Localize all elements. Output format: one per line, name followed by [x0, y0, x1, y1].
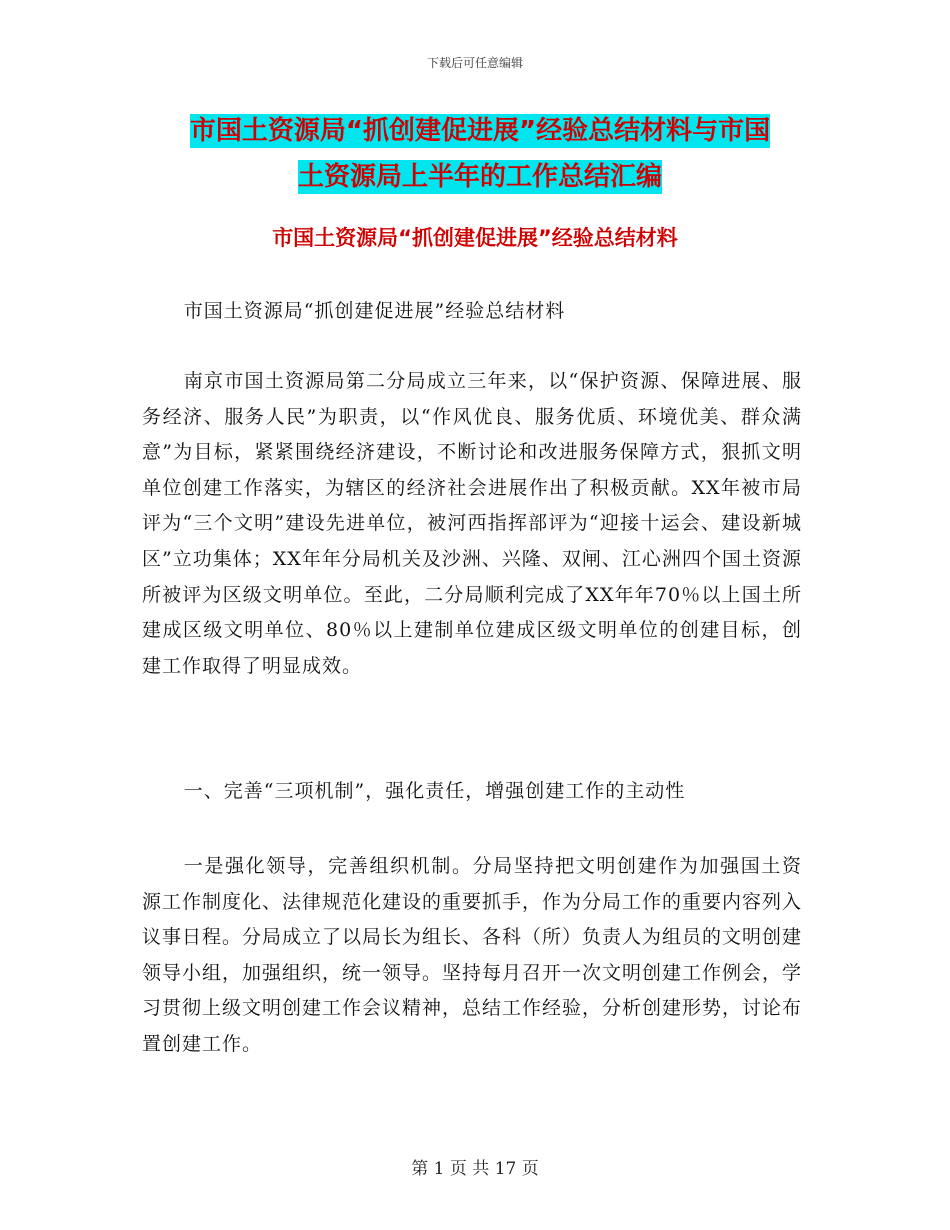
section-title: 市国土资源局“抓创建促进展”经验总结材料: [272, 226, 678, 250]
heading-one: 一、完善“三项机制”，强化责任，增强创建工作的主动性: [183, 780, 686, 802]
paragraph-leadership: 一是强化领导，完善组织机制。分局坚持把文明创建作为加强国土资源工作制度化、法律规范化建设的重要抓手，作为分局工作的重要内容列入议事日程。分局成立了以局长为组长、各科（所）负责人为组员的文明创建领导小组，加强组织，统一领导。坚持每月召开一次文明创建工作例会，学习贯彻上级文明创建工作会议精神，总结工作经验，分析创建形势，讨论布置创建工作。: [142, 855, 803, 1055]
title-line-2: 土资源局上半年的工作总结汇编: [297, 162, 662, 192]
document-title: [140, 108, 820, 200]
page-footer: 第 1 页 共 17 页: [411, 1159, 539, 1179]
paragraph-intro: 南京市国土资源局第二分局成立三年来，以“保护资源、保障进展、服务经济、服务人民”为职责，以“作风优良、服务优质、环境优美、群众满意”为目标，紧紧围绕经济建设，不断讨论和改进服务保障方式，狠抓文明单位创建工作落实，为辖区的经济社会进展作出了积极贡献。XX年被市局评为“三个文明”建设先进单位，被河西指挥部评为“迎接十运会、建设新城区”立功集体；XX年年分局机关及沙洲、兴隆、双闸、江心洲四个国土资源所被评为区级文明单位。至此，二分局顺利完成了XX年年70％以上国土所建成区级文明单位、80％以上建制单位建成区级文明单位的创建目标，创建工作取得了明显成效。: [142, 370, 802, 677]
header-note: 下载后可任意编辑: [426, 56, 523, 70]
title-line-1: 市国土资源局“抓创建促进展”经验总结材料与市国: [189, 116, 771, 146]
section-subtitle: 市国土资源局“抓创建促进展”经验总结材料: [183, 300, 566, 322]
